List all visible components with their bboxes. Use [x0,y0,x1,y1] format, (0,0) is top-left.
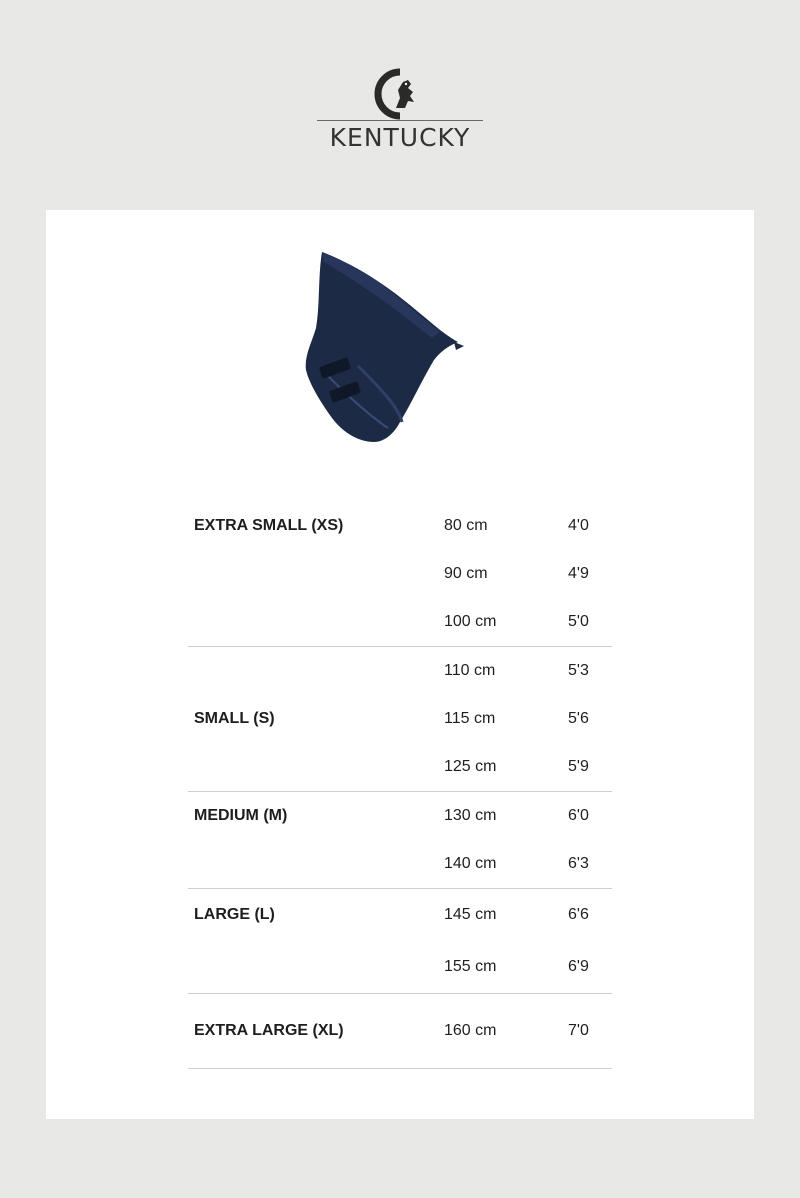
size-group [188,792,612,889]
length-ft: 5'6 [568,710,589,727]
size-row [188,695,612,743]
length-cm: 125 cm [444,758,497,775]
size-group [188,994,612,1069]
size-label: MEDIUM (M) [194,807,288,824]
horse-emblem-icon [370,68,430,120]
length-cm: 160 cm [444,1022,497,1039]
size-row [188,840,612,888]
logo-rule [317,120,483,121]
length-cm: 145 cm [444,906,497,923]
length-ft: 5'3 [568,662,589,679]
size-chart-card [46,210,754,1119]
size-group [188,889,612,994]
size-group [188,502,612,647]
size-group [188,647,612,792]
size-chart-table [188,502,612,1069]
length-ft: 5'0 [568,613,589,630]
size-row [188,941,612,993]
length-cm: 140 cm [444,855,497,872]
size-row [188,889,612,941]
size-row [188,550,612,598]
size-row [188,994,612,1068]
horse-rug-neck-cover-image [298,246,498,446]
length-ft: 6'3 [568,855,589,872]
length-cm: 110 cm [444,662,496,679]
length-cm: 155 cm [444,958,497,975]
size-label: SMALL (S) [194,710,275,727]
size-row [188,647,612,695]
size-label: LARGE (L) [194,906,275,923]
size-label: EXTRA SMALL (XS) [194,517,344,534]
length-ft: 6'0 [568,807,589,824]
size-row [188,743,612,791]
length-ft: 5'9 [568,758,589,775]
size-row [188,792,612,840]
length-ft: 7'0 [568,1022,589,1039]
length-cm: 80 cm [444,517,488,534]
length-cm: 115 cm [444,710,496,727]
length-ft: 6'9 [568,958,589,975]
length-ft: 4'9 [568,565,589,582]
brand-logo [0,68,800,153]
size-row [188,502,612,550]
length-ft: 4'0 [568,517,589,534]
length-cm: 130 cm [444,807,497,824]
size-row [188,598,612,646]
size-label: EXTRA LARGE (XL) [194,1022,344,1039]
length-ft: 6'6 [568,906,589,923]
brand-name: KENTUCKY [329,123,471,152]
length-cm: 90 cm [444,565,488,582]
length-cm: 100 cm [444,613,497,630]
